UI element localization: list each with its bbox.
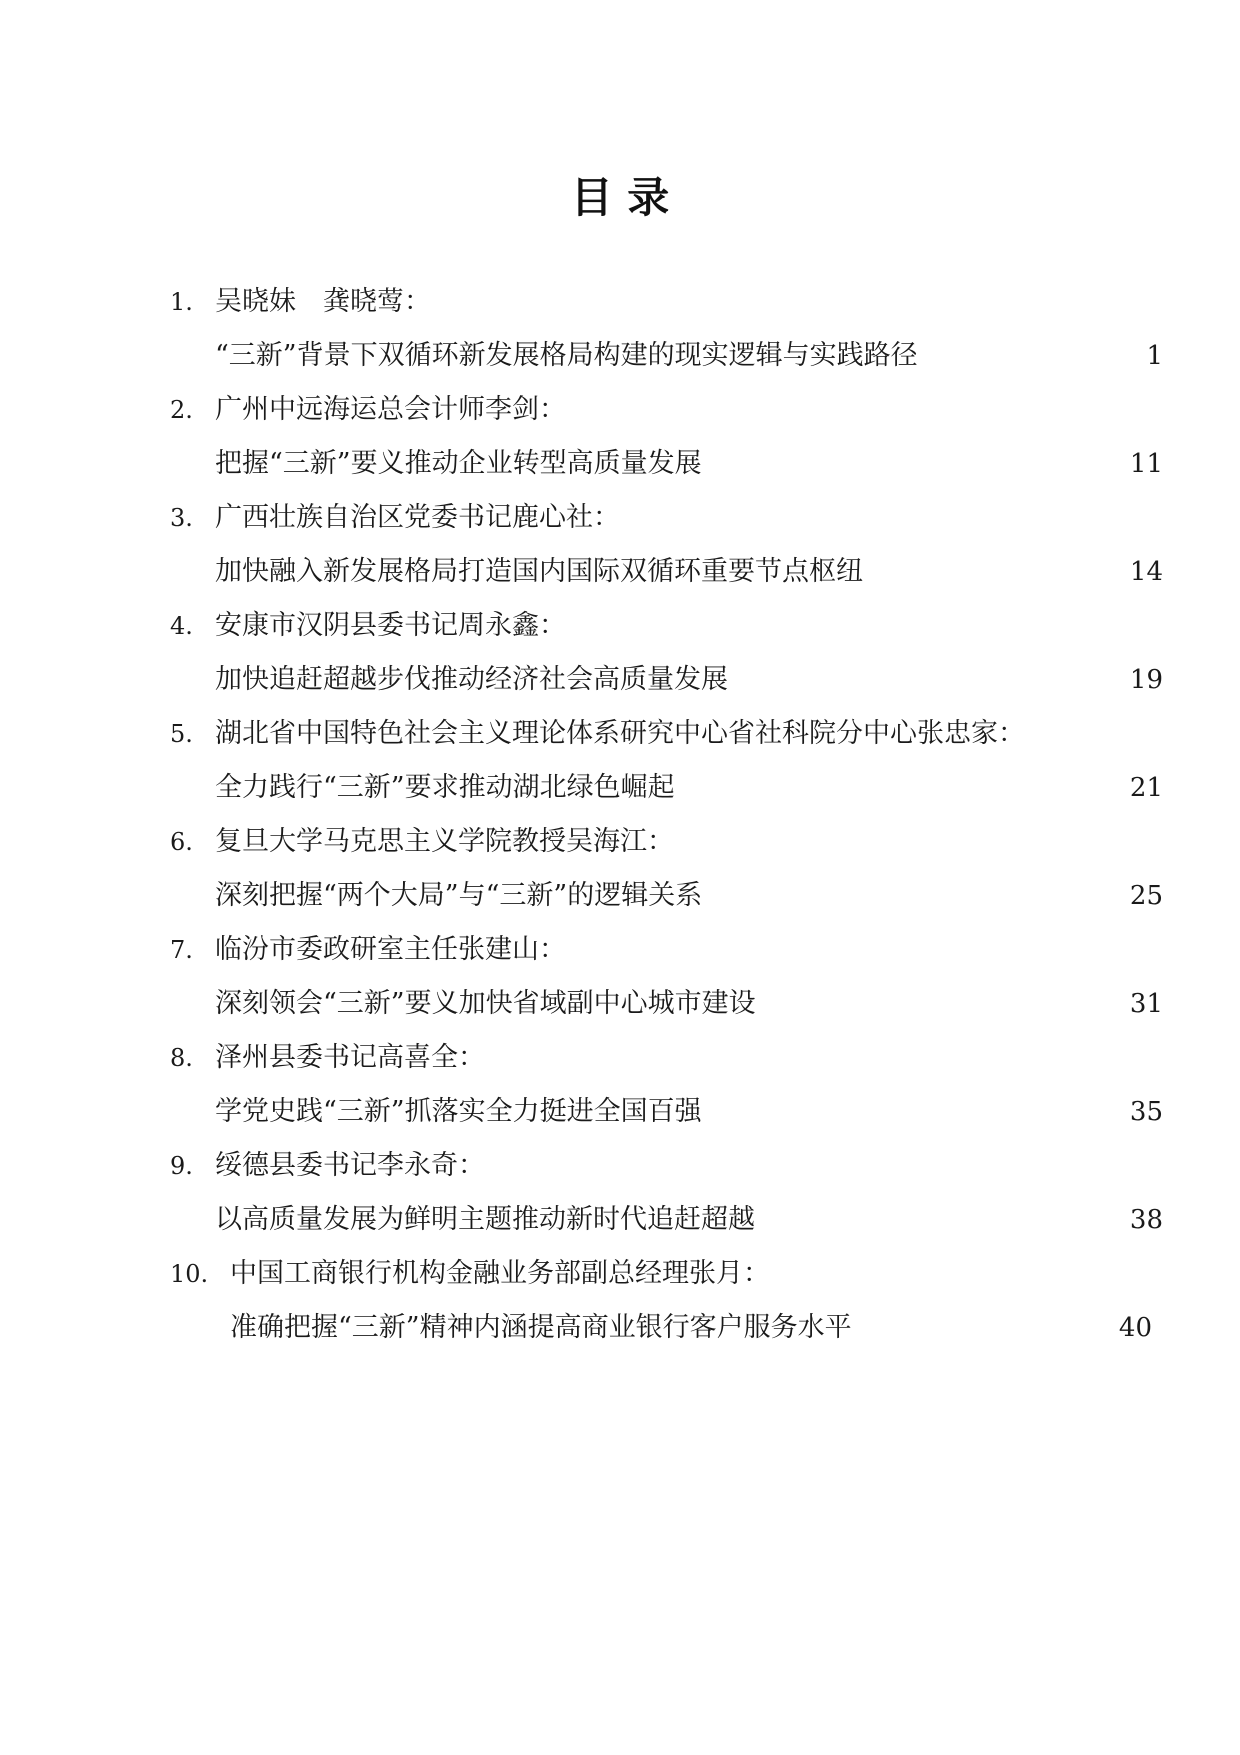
entry-author: 绥德县委书记李永奇：: [215, 1150, 485, 1181]
entry-number: 2.: [170, 396, 193, 424]
toc-entry-10: [0, 1247, 1240, 1355]
entry-title: 以高质量发展为鲜明主题推动新时代追赶超越: [215, 1204, 755, 1235]
entry-page-number: 14: [1129, 557, 1163, 587]
entry-number: 1.: [170, 288, 193, 316]
entry-page-number: 25: [1129, 881, 1163, 911]
entry-number: 6.: [170, 828, 193, 856]
entry-page-number: 19: [1129, 665, 1163, 695]
entry-title: 加快追赶超越步伐推动经济社会高质量发展: [215, 664, 728, 695]
toc-entry-2: [0, 383, 1240, 491]
entry-author: 中国工商银行机构金融业务部副总经理张月：: [230, 1258, 770, 1289]
entry-number: 3.: [170, 504, 193, 532]
entry-author: 吴晓妹 龚晓莺：: [215, 286, 431, 317]
entry-number: 9.: [170, 1152, 193, 1180]
entry-author: 广州中远海运总会计师李剑：: [215, 394, 566, 425]
toc-entry-4: [0, 599, 1240, 707]
entry-number: 5.: [170, 720, 193, 748]
entry-page-number: 31: [1129, 989, 1163, 1019]
entry-page-number: 40: [1118, 1313, 1152, 1343]
entry-page-number: 11: [1129, 449, 1163, 479]
entry-page-number: 38: [1129, 1205, 1163, 1235]
entry-author: 广西壮族自治区党委书记鹿心社：: [215, 502, 620, 533]
entry-page-number: 1: [1146, 341, 1163, 371]
entry-author: 泽州县委书记高喜全：: [215, 1042, 485, 1073]
entry-title: 全力践行“三新”要求推动湖北绿色崛起: [215, 772, 675, 803]
entry-title: 准确把握“三新”精神内涵提高商业银行客户服务水平: [230, 1312, 852, 1343]
toc-entry-9: [0, 1139, 1240, 1247]
entry-title: 把握“三新”要义推动企业转型高质量发展: [215, 448, 702, 479]
page-title: 目 录: [570, 173, 670, 222]
entry-page-number: 21: [1129, 773, 1163, 803]
entry-title: 深刻领会“三新”要义加快省域副中心城市建设: [215, 988, 756, 1019]
entry-title: “三新”背景下双循环新发展格局构建的现实逻辑与实践路径: [215, 340, 918, 371]
entry-page-number: 35: [1129, 1097, 1163, 1127]
toc-entry-3: [0, 491, 1240, 599]
entry-number: 10.: [170, 1260, 209, 1288]
table-of-contents: [0, 275, 1240, 1355]
toc-entry-1: [0, 275, 1240, 383]
entry-title: 深刻把握“两个大局”与“三新”的逻辑关系: [215, 880, 703, 911]
entry-title: 加快融入新发展格局打造国内国际双循环重要节点枢纽: [215, 556, 863, 587]
toc-entry-8: [0, 1031, 1240, 1139]
entry-number: 4.: [170, 612, 193, 640]
entry-number: 7.: [170, 936, 193, 964]
entry-title: 学党史践“三新”抓落实全力挺进全国百强: [215, 1096, 702, 1127]
toc-entry-6: [0, 815, 1240, 923]
entry-author: 湖北省中国特色社会主义理论体系研究中心省社科院分中心张忠家：: [215, 718, 1025, 749]
entry-author: 复旦大学马克思主义学院教授吴海江：: [215, 826, 674, 857]
entry-author: 安康市汉阴县委书记周永鑫：: [215, 610, 566, 641]
toc-entry-5: [0, 707, 1240, 815]
entry-number: 8.: [170, 1044, 193, 1072]
entry-author: 临汾市委政研室主任张建山：: [215, 934, 566, 965]
toc-entry-7: [0, 923, 1240, 1031]
